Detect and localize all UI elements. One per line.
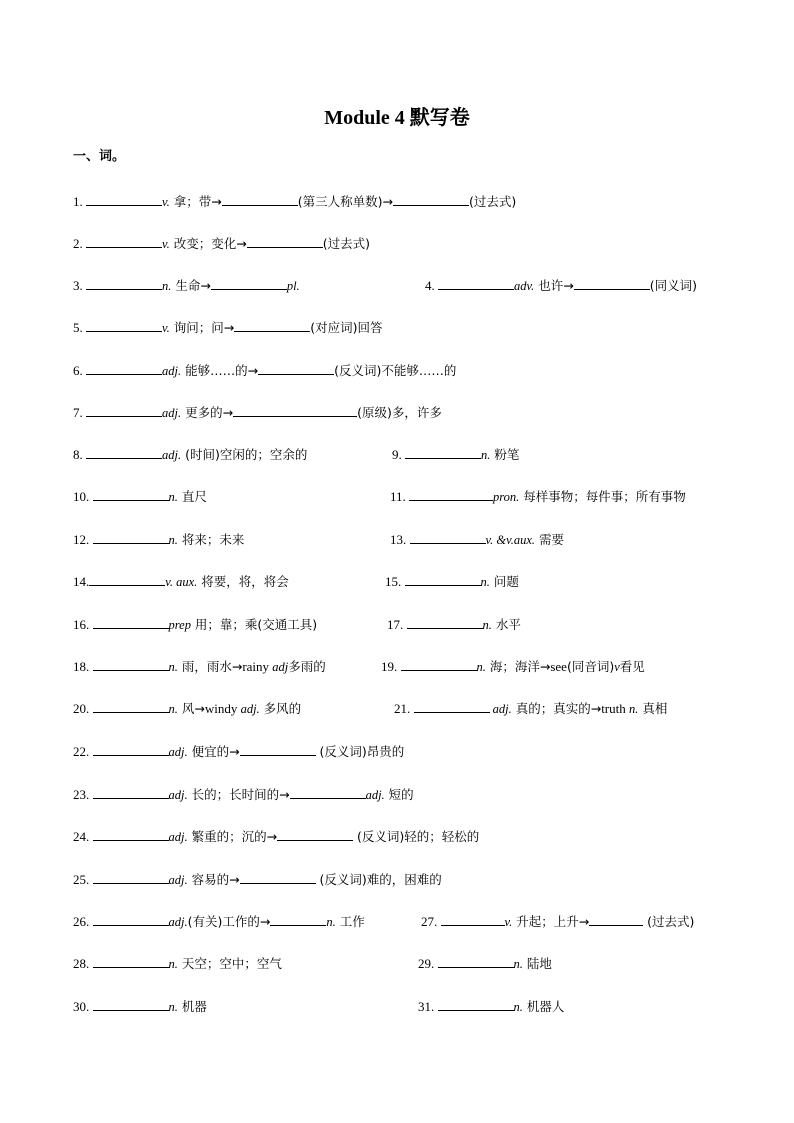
- item-number: 11.: [390, 489, 410, 504]
- vocab-item: [73, 786, 414, 804]
- answer-blank[interactable]: [258, 362, 334, 375]
- item-text: 生命→: [171, 278, 211, 293]
- part-of-speech: n.: [476, 660, 486, 674]
- item-number: 6.: [73, 363, 86, 378]
- part-of-speech: v. &v.aux.: [485, 533, 536, 547]
- item-text: 水平: [491, 617, 521, 632]
- item-text: windy: [204, 701, 241, 716]
- item-number: 13.: [390, 532, 410, 547]
- answer-blank[interactable]: [93, 998, 169, 1011]
- part-of-speech: adj.: [168, 830, 188, 844]
- part-of-speech: v: [614, 660, 620, 674]
- item-text: 便宜的→: [187, 744, 240, 759]
- item-text: 改变；变化→: [169, 236, 247, 251]
- item-number: 16.: [73, 617, 93, 632]
- item-text: 粉笔: [490, 447, 520, 462]
- answer-blank[interactable]: [93, 743, 169, 756]
- item-text: (有关)工作的→: [187, 914, 271, 929]
- part-of-speech: n.: [513, 1000, 523, 1014]
- item-number: 28.: [73, 956, 93, 971]
- item-text: (过去式): [468, 194, 517, 209]
- item-number: 29.: [418, 956, 438, 971]
- item-text: 用；靠；乘(交通工具): [190, 617, 318, 632]
- vocab-item: [385, 573, 519, 591]
- item-number: 5.: [73, 320, 86, 335]
- item-text: 每样事物；每件事；所有事物: [519, 489, 686, 504]
- vocab-item: [73, 998, 207, 1016]
- answer-blank[interactable]: [86, 446, 162, 459]
- item-text: 工作: [335, 914, 365, 929]
- part-of-speech: adv.: [514, 279, 535, 293]
- item-text: 繁重的；沉的→: [187, 829, 278, 844]
- answer-blank[interactable]: [86, 404, 162, 417]
- vocab-item: [394, 700, 667, 718]
- part-of-speech: n.: [162, 279, 172, 293]
- part-of-speech: adj.: [162, 364, 182, 378]
- answer-blank[interactable]: [240, 871, 316, 884]
- answer-blank[interactable]: [247, 235, 323, 248]
- item-text: (反义词)难的，困难的: [315, 872, 442, 887]
- item-number: 18.: [73, 659, 93, 674]
- vocab-item: [73, 235, 370, 253]
- item-number: 9.: [392, 447, 405, 462]
- part-of-speech: n.: [168, 702, 178, 716]
- item-number: 30.: [73, 999, 93, 1014]
- answer-blank[interactable]: [277, 828, 353, 841]
- answer-blank[interactable]: [86, 362, 162, 375]
- answer-blank[interactable]: [233, 404, 357, 417]
- answer-blank[interactable]: [409, 488, 493, 501]
- part-of-speech: v. aux.: [165, 575, 198, 589]
- vocab-item: [73, 531, 244, 549]
- answer-blank[interactable]: [234, 319, 310, 332]
- item-text: 机器: [177, 999, 207, 1014]
- answer-blank[interactable]: [222, 193, 298, 206]
- part-of-speech: adj.: [162, 406, 182, 420]
- vocab-item: [387, 616, 521, 634]
- item-number: 3.: [73, 278, 86, 293]
- answer-blank[interactable]: [407, 616, 483, 629]
- answer-blank[interactable]: [93, 658, 169, 671]
- item-text: (反义词)轻的；轻松的: [353, 829, 480, 844]
- item-text: 升起；上升→: [512, 914, 590, 929]
- part-of-speech: pron.: [493, 490, 520, 504]
- item-number: 7.: [73, 405, 86, 420]
- answer-blank[interactable]: [410, 531, 486, 544]
- item-number: 19.: [381, 659, 401, 674]
- item-text: see: [550, 659, 567, 674]
- part-of-speech: adj.: [168, 915, 188, 929]
- item-text: 将来；未来: [177, 532, 245, 547]
- item-text: 真相: [638, 701, 668, 716]
- item-text: 能够……的→: [181, 363, 259, 378]
- part-of-speech: adj.: [240, 702, 260, 716]
- answer-blank[interactable]: [93, 700, 169, 713]
- vocab-item: [381, 658, 645, 676]
- vocab-item: [73, 446, 307, 464]
- answer-blank[interactable]: [86, 235, 162, 248]
- part-of-speech: v.: [162, 237, 170, 251]
- answer-blank[interactable]: [93, 828, 169, 841]
- item-text: 询问；问→: [169, 320, 235, 335]
- answer-blank[interactable]: [86, 193, 162, 206]
- answer-blank[interactable]: [270, 913, 326, 926]
- vocab-item: [418, 955, 552, 973]
- item-text: (同音词): [566, 659, 615, 674]
- vocab-item: [390, 488, 686, 506]
- item-text: 看见: [619, 659, 645, 674]
- vocab-item: [390, 531, 564, 549]
- part-of-speech: adj: [272, 660, 289, 674]
- item-text: truth: [601, 701, 629, 716]
- part-of-speech: n.: [481, 448, 491, 462]
- vocab-item: [73, 362, 456, 380]
- item-number: 17.: [387, 617, 407, 632]
- item-number: 10.: [73, 489, 93, 504]
- answer-blank[interactable]: [93, 871, 169, 884]
- answer-blank[interactable]: [405, 446, 481, 459]
- vocab-item: [73, 955, 282, 973]
- item-text: 多雨的: [288, 659, 326, 674]
- answer-blank[interactable]: [438, 998, 514, 1011]
- vocab-item: [73, 871, 442, 889]
- item-text: (第三人称单数)→: [297, 194, 393, 209]
- part-of-speech: adj.: [168, 745, 188, 759]
- answer-blank[interactable]: [240, 743, 316, 756]
- vocab-item: [421, 913, 694, 931]
- part-of-speech: adj.: [168, 873, 188, 887]
- answer-blank[interactable]: [93, 955, 169, 968]
- answer-blank[interactable]: [93, 488, 169, 501]
- item-number: 24.: [73, 829, 93, 844]
- vocab-item: [73, 913, 365, 931]
- answer-blank[interactable]: [405, 573, 481, 586]
- item-text: 更多的→: [181, 405, 234, 420]
- vocab-item: [73, 828, 479, 846]
- vocab-item: [73, 404, 442, 422]
- item-text: 天空；空中；空气: [177, 956, 282, 971]
- item-text: (对应词)回答: [310, 320, 383, 335]
- answer-blank[interactable]: [414, 700, 490, 713]
- vocab-item: [73, 488, 207, 506]
- item-text: 也许→: [534, 278, 574, 293]
- answer-blank[interactable]: [441, 913, 505, 926]
- item-text: (原级)多，许多: [357, 405, 442, 420]
- vocab-item: [73, 319, 382, 337]
- item-text: 需要: [535, 532, 564, 547]
- part-of-speech: v.: [504, 915, 513, 929]
- item-text: (过去式): [643, 914, 695, 929]
- vocab-item: [73, 743, 404, 761]
- part-of-speech: n.: [513, 957, 523, 971]
- item-number: 23.: [73, 787, 93, 802]
- part-of-speech: n.: [168, 490, 178, 504]
- item-text: 直尺: [177, 489, 207, 504]
- answer-blank[interactable]: [393, 193, 469, 206]
- part-of-speech: n.: [629, 702, 639, 716]
- item-text: 真的；真实的→: [511, 701, 602, 716]
- item-number: 31.: [418, 999, 438, 1014]
- answer-blank[interactable]: [438, 955, 514, 968]
- item-number: 4.: [425, 278, 438, 293]
- vocab-item: [392, 446, 519, 464]
- part-of-speech: v.: [162, 321, 170, 335]
- answer-blank[interactable]: [401, 658, 477, 671]
- item-number: 12.: [73, 532, 93, 547]
- part-of-speech: n.: [480, 575, 490, 589]
- item-number: 14.: [73, 574, 90, 589]
- vocab-item: [425, 277, 697, 295]
- part-of-speech: n.: [168, 957, 178, 971]
- item-number: 15.: [385, 574, 405, 589]
- vocab-item: [73, 658, 326, 676]
- item-text: 风→: [177, 701, 205, 716]
- item-text: 机器人: [522, 999, 565, 1014]
- item-text: (过去式): [322, 236, 370, 251]
- item-text: 长的；长时间的→: [187, 787, 290, 802]
- part-of-speech: adj.: [365, 788, 385, 802]
- vocab-item: [73, 193, 516, 211]
- item-text: 多风的: [259, 701, 302, 716]
- item-text: (反义词)不能够……的: [334, 363, 457, 378]
- vocab-item: [73, 277, 300, 295]
- answer-blank[interactable]: [86, 277, 162, 290]
- part-of-speech: n.: [168, 1000, 178, 1014]
- item-number: 20.: [73, 701, 93, 716]
- part-of-speech: n.: [168, 533, 178, 547]
- answer-blank[interactable]: [93, 786, 169, 799]
- part-of-speech: n.: [482, 618, 492, 632]
- item-text: (时间)空闲的；空余的: [181, 447, 308, 462]
- item-text: 短的: [384, 787, 414, 802]
- item-number: 2.: [73, 236, 86, 251]
- item-text: (同义词): [649, 278, 697, 293]
- item-text: 陆地: [522, 956, 552, 971]
- item-number: 25.: [73, 872, 93, 887]
- item-text: 拿；带→: [169, 194, 222, 209]
- part-of-speech: adj.: [162, 448, 182, 462]
- item-number: 1.: [73, 194, 86, 209]
- part-of-speech: pl.: [286, 279, 300, 293]
- page-title: [0, 104, 794, 131]
- item-text: 将要，将，将会: [197, 574, 289, 589]
- item-text: 容易的→: [187, 872, 240, 887]
- answer-blank[interactable]: [93, 616, 169, 629]
- answer-blank[interactable]: [93, 531, 169, 544]
- answer-blank[interactable]: [589, 913, 643, 926]
- answer-blank[interactable]: [211, 277, 287, 290]
- item-number: 8.: [73, 447, 86, 462]
- part-of-speech: prep: [168, 618, 191, 632]
- part-of-speech: n.: [168, 660, 178, 674]
- answer-blank[interactable]: [86, 319, 162, 332]
- answer-blank[interactable]: [438, 277, 514, 290]
- item-number: 26.: [73, 914, 93, 929]
- item-text: 问题: [489, 574, 519, 589]
- item-number: 27.: [421, 914, 441, 929]
- item-text: 海；海洋→: [485, 659, 551, 674]
- part-of-speech: adj.: [168, 788, 188, 802]
- answer-blank[interactable]: [290, 786, 366, 799]
- item-text: rainy: [242, 659, 273, 674]
- vocab-item: [73, 616, 317, 634]
- section-heading: 一、词。: [73, 149, 126, 164]
- answer-blank[interactable]: [93, 913, 169, 926]
- title-chinese: 默写卷: [409, 105, 470, 129]
- item-text: 雨，雨水→: [177, 659, 243, 674]
- item-number: 22.: [73, 744, 93, 759]
- part-of-speech: adj.: [489, 702, 512, 716]
- item-number: 21.: [394, 701, 414, 716]
- part-of-speech: n.: [326, 915, 336, 929]
- item-text: (反义词)昂贵的: [315, 744, 405, 759]
- title-english: Module 4: [324, 107, 405, 129]
- vocab-item: [73, 573, 289, 591]
- part-of-speech: v.: [162, 195, 170, 209]
- answer-blank[interactable]: [574, 277, 650, 290]
- vocab-item: [73, 700, 301, 718]
- answer-blank[interactable]: [89, 573, 165, 586]
- vocab-item: [418, 998, 564, 1016]
